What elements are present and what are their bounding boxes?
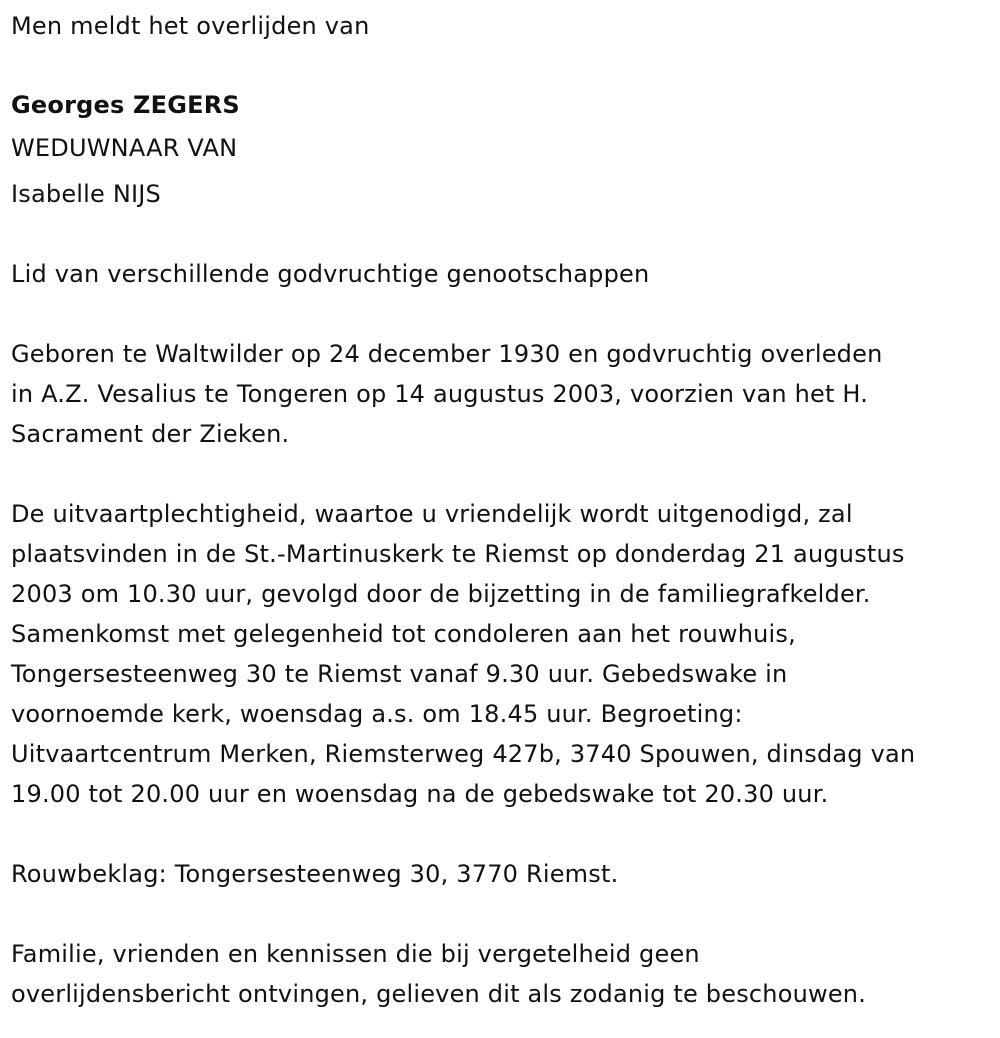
paragraph-line: 19.00 tot 20.00 uur en woensdag na de gebedswake tot 20.30 uur. bbox=[11, 780, 829, 808]
paragraph-line: Samenkomst met gelegenheid tot condoleren aan het rouwhuis, bbox=[11, 620, 796, 648]
relation-text: WEDUWNAAR VAN bbox=[11, 134, 238, 162]
paragraph-line: Tongersesteenweg 30 te Riemst vanaf 9.30 uur. Gebedswake in bbox=[11, 660, 788, 688]
paragraph-line: in A.Z. Vesalius te Tongeren op 14 augustus 2003, voorzien van het H. bbox=[11, 380, 869, 408]
intro-text: Men meldt het overlijden van bbox=[11, 12, 370, 40]
paragraph-line: plaatsvinden in de St.-Martinuskerk te Riemst op donderdag 21 augustus bbox=[11, 540, 905, 568]
paragraph-line: voornoemde kerk, woensdag a.s. om 18.45 uur. Begroeting: bbox=[11, 700, 743, 728]
birth-death-paragraph bbox=[11, 334, 996, 454]
paragraph-line: 2003 om 10.30 uur, gevolgd door de bijzetting in de familiegrafkelder. bbox=[11, 580, 871, 608]
membership-text: Lid van verschillende godvruchtige genootschappen bbox=[11, 260, 650, 288]
paragraph-line: De uitvaartplechtigheid, waartoe u vriendelijk wordt uitgenodigd, zal bbox=[11, 500, 853, 528]
paragraph-line: Sacrament der Zieken. bbox=[11, 420, 290, 448]
spouse-name: Isabelle NIJS bbox=[11, 180, 161, 208]
closing-paragraph bbox=[11, 934, 996, 1014]
paragraph-line: overlijdensbericht ontvingen, gelieven dit als zodanig te beschouwen. bbox=[11, 980, 867, 1008]
paragraph-line: Uitvaartcentrum Merken, Riemsterweg 427b, 3740 Spouwen, dinsdag van bbox=[11, 740, 916, 768]
paragraph-line: Geboren te Waltwilder op 24 december 1930 en godvruchtig overleden bbox=[11, 340, 883, 368]
paragraph-line: Familie, vrienden en kennissen die bij vergetelheid geen bbox=[11, 940, 700, 968]
funeral-paragraph bbox=[11, 494, 996, 814]
deceased-name: Georges ZEGERS bbox=[11, 91, 240, 119]
obituary-notice bbox=[11, 0, 996, 1014]
condolence-address: Rouwbeklag: Tongersesteenweg 30, 3770 Riemst. bbox=[11, 860, 619, 888]
